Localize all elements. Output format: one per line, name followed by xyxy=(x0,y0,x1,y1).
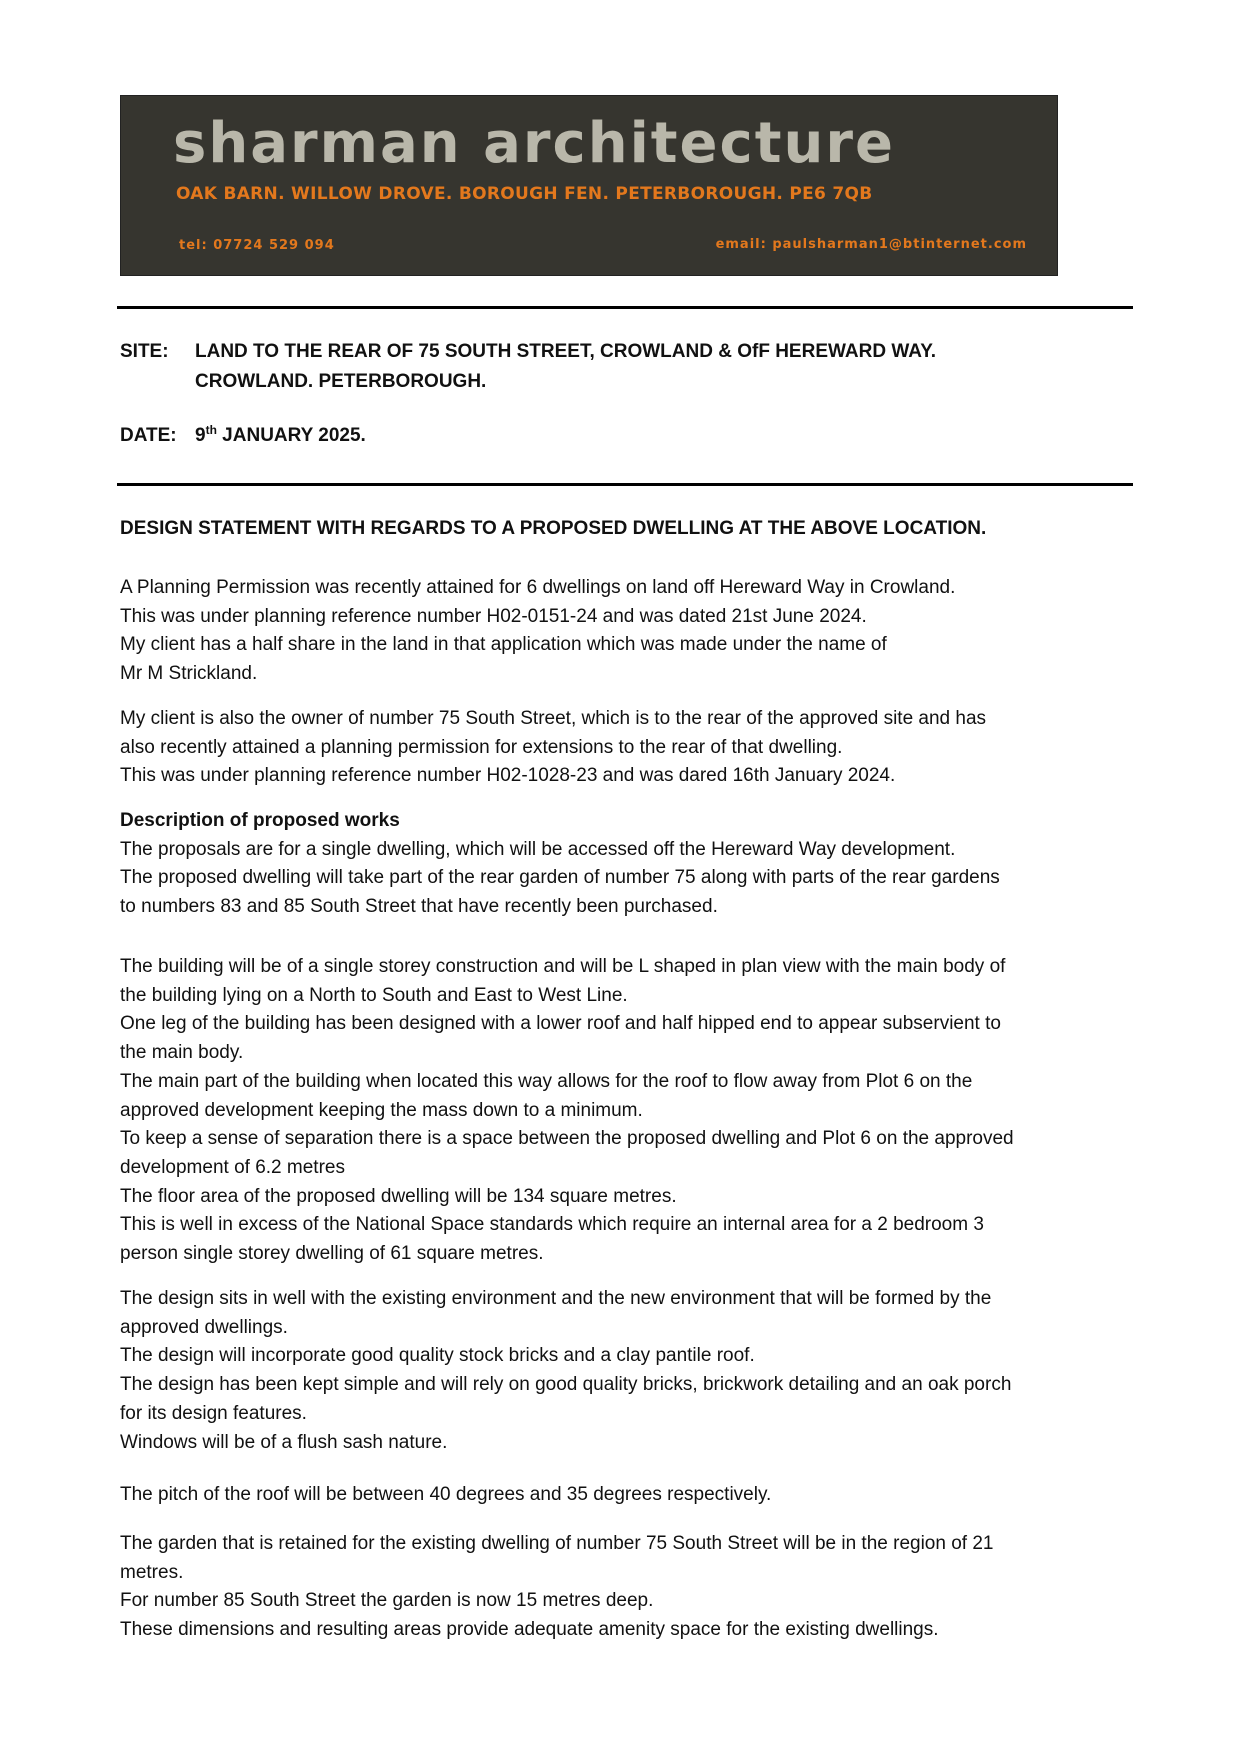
site-label: SITE: xyxy=(120,341,169,362)
paragraph-line: One leg of the building has been designed with a lower roof and half hipped end to appear subservient to xyxy=(120,1013,1001,1035)
paragraph-line: approved dwellings. xyxy=(120,1316,288,1338)
bottom-divider xyxy=(117,483,1133,486)
firm-name: sharman architecture xyxy=(173,111,895,176)
paragraph-garden xyxy=(120,1530,1130,1645)
paragraph-roof-pitch xyxy=(120,1481,1130,1510)
paragraph-line: Mr M Strickland. xyxy=(120,663,258,685)
paragraph-line: to numbers 83 and 85 South Street that have recently been purchased. xyxy=(120,896,718,918)
paragraph-line: The proposals are for a single dwelling, which will be accessed off the Hereward Way development. xyxy=(120,838,956,860)
paragraph-line: Windows will be of a flush sash nature. xyxy=(120,1431,448,1453)
firm-address: OAK BARN. WILLOW DROVE. BOROUGH FEN. PETERBOROUGH. PE6 7QB xyxy=(176,184,873,204)
paragraph-line: the building lying on a North to South and East to West Line. xyxy=(120,984,628,1006)
paragraph-building xyxy=(120,953,1130,1269)
paragraph-line: A Planning Permission was recently attained for 6 dwellings on land off Hereward Way in Crowland. xyxy=(120,577,956,598)
paragraph-line: My client is also the owner of number 75 South Street, which is to the rear of the approved site and has xyxy=(120,708,987,729)
paragraph-line: This is well in excess of the National Space standards which require an internal area for a 2 bedroom 3 xyxy=(120,1214,984,1236)
statement-heading: DESIGN STATEMENT WITH REGARDS TO A PROPOSED DWELLING AT THE ABOVE LOCATION. xyxy=(120,518,987,539)
paragraph-line: The main part of the building when located this way allows for the roof to flow away from Plot 6 on the xyxy=(120,1070,973,1092)
letterhead-banner xyxy=(120,95,1058,276)
top-divider xyxy=(117,306,1133,309)
paragraph-planning-permission xyxy=(120,574,1130,689)
paragraph-line: The proposed dwelling will take part of the rear garden of number 75 along with parts of the rear gardens xyxy=(120,867,1000,889)
paragraph-line: The garden that is retained for the existing dwelling of number 75 South Street will be in the region of 21 xyxy=(120,1533,994,1554)
paragraph-line: The floor area of the proposed dwelling will be 134 square metres. xyxy=(120,1185,677,1207)
site-line-1: LAND TO THE REAR OF 75 SOUTH STREET, CROWLAND & OfF HEREWARD WAY. xyxy=(195,341,937,362)
paragraph-line: This was under planning reference number H02-1028-23 and was dared 16th January 2024. xyxy=(120,765,896,787)
date-suffix: th xyxy=(205,423,217,437)
date-value xyxy=(195,421,1095,451)
paragraph-line: The pitch of the roof will be between 40 degrees and 35 degrees respectively. xyxy=(120,1484,772,1505)
description-subheading: Description of proposed works xyxy=(120,810,400,831)
paragraph-line: approved development keeping the mass down to a minimum. xyxy=(120,1099,643,1121)
paragraph-line: the main body. xyxy=(120,1042,244,1064)
firm-email: email: paulsharman1@btinternet.com xyxy=(715,237,1027,252)
paragraph-line: My client has a half share in the land in that application which was made under the name of xyxy=(120,634,887,656)
paragraph-line: To keep a sense of separation there is a space between the proposed dwelling and Plot 6 on the approved xyxy=(120,1128,1014,1150)
date-label: DATE: xyxy=(120,425,177,446)
paragraph-line: For number 85 South Street the garden is now 15 metres deep. xyxy=(120,1590,654,1612)
firm-telephone: tel: 07724 529 094 xyxy=(179,238,335,253)
paragraph-line: This was under planning reference number H02-0151-24 and was dated 21st June 2024. xyxy=(120,605,867,627)
paragraph-line: The building will be of a single storey construction and will be L shaped in plan view with the main body of xyxy=(120,956,1006,977)
site-value xyxy=(195,337,1095,397)
paragraph-line: development of 6.2 metres xyxy=(120,1156,345,1178)
paragraph-owner xyxy=(120,705,1130,791)
paragraph-line: metres. xyxy=(120,1561,184,1583)
paragraph-line: person single storey dwelling of 61 square metres. xyxy=(120,1243,544,1265)
paragraph-description xyxy=(120,807,1130,922)
paragraph-line: The design will incorporate good quality stock bricks and a clay pantile roof. xyxy=(120,1345,755,1367)
paragraph-line: These dimensions and resulting areas provide adequate amenity space for the existing dwellings. xyxy=(120,1619,939,1641)
date-day: 9 xyxy=(195,425,206,446)
paragraph-line: The design sits in well with the existing environment and the new environment that will be formed by the xyxy=(120,1288,992,1309)
paragraph-line: also recently attained a planning permission for extensions to the rear of that dwelling. xyxy=(120,736,843,758)
paragraph-line: The design has been kept simple and will rely on good quality bricks, brickwork detailing and an oak porch xyxy=(120,1374,1012,1396)
site-line-2: CROWLAND. PETERBOROUGH. xyxy=(195,371,487,392)
date-rest: JANUARY 2025. xyxy=(216,425,366,446)
paragraph-design xyxy=(120,1285,1130,1457)
paragraph-line: for its design features. xyxy=(120,1402,307,1424)
